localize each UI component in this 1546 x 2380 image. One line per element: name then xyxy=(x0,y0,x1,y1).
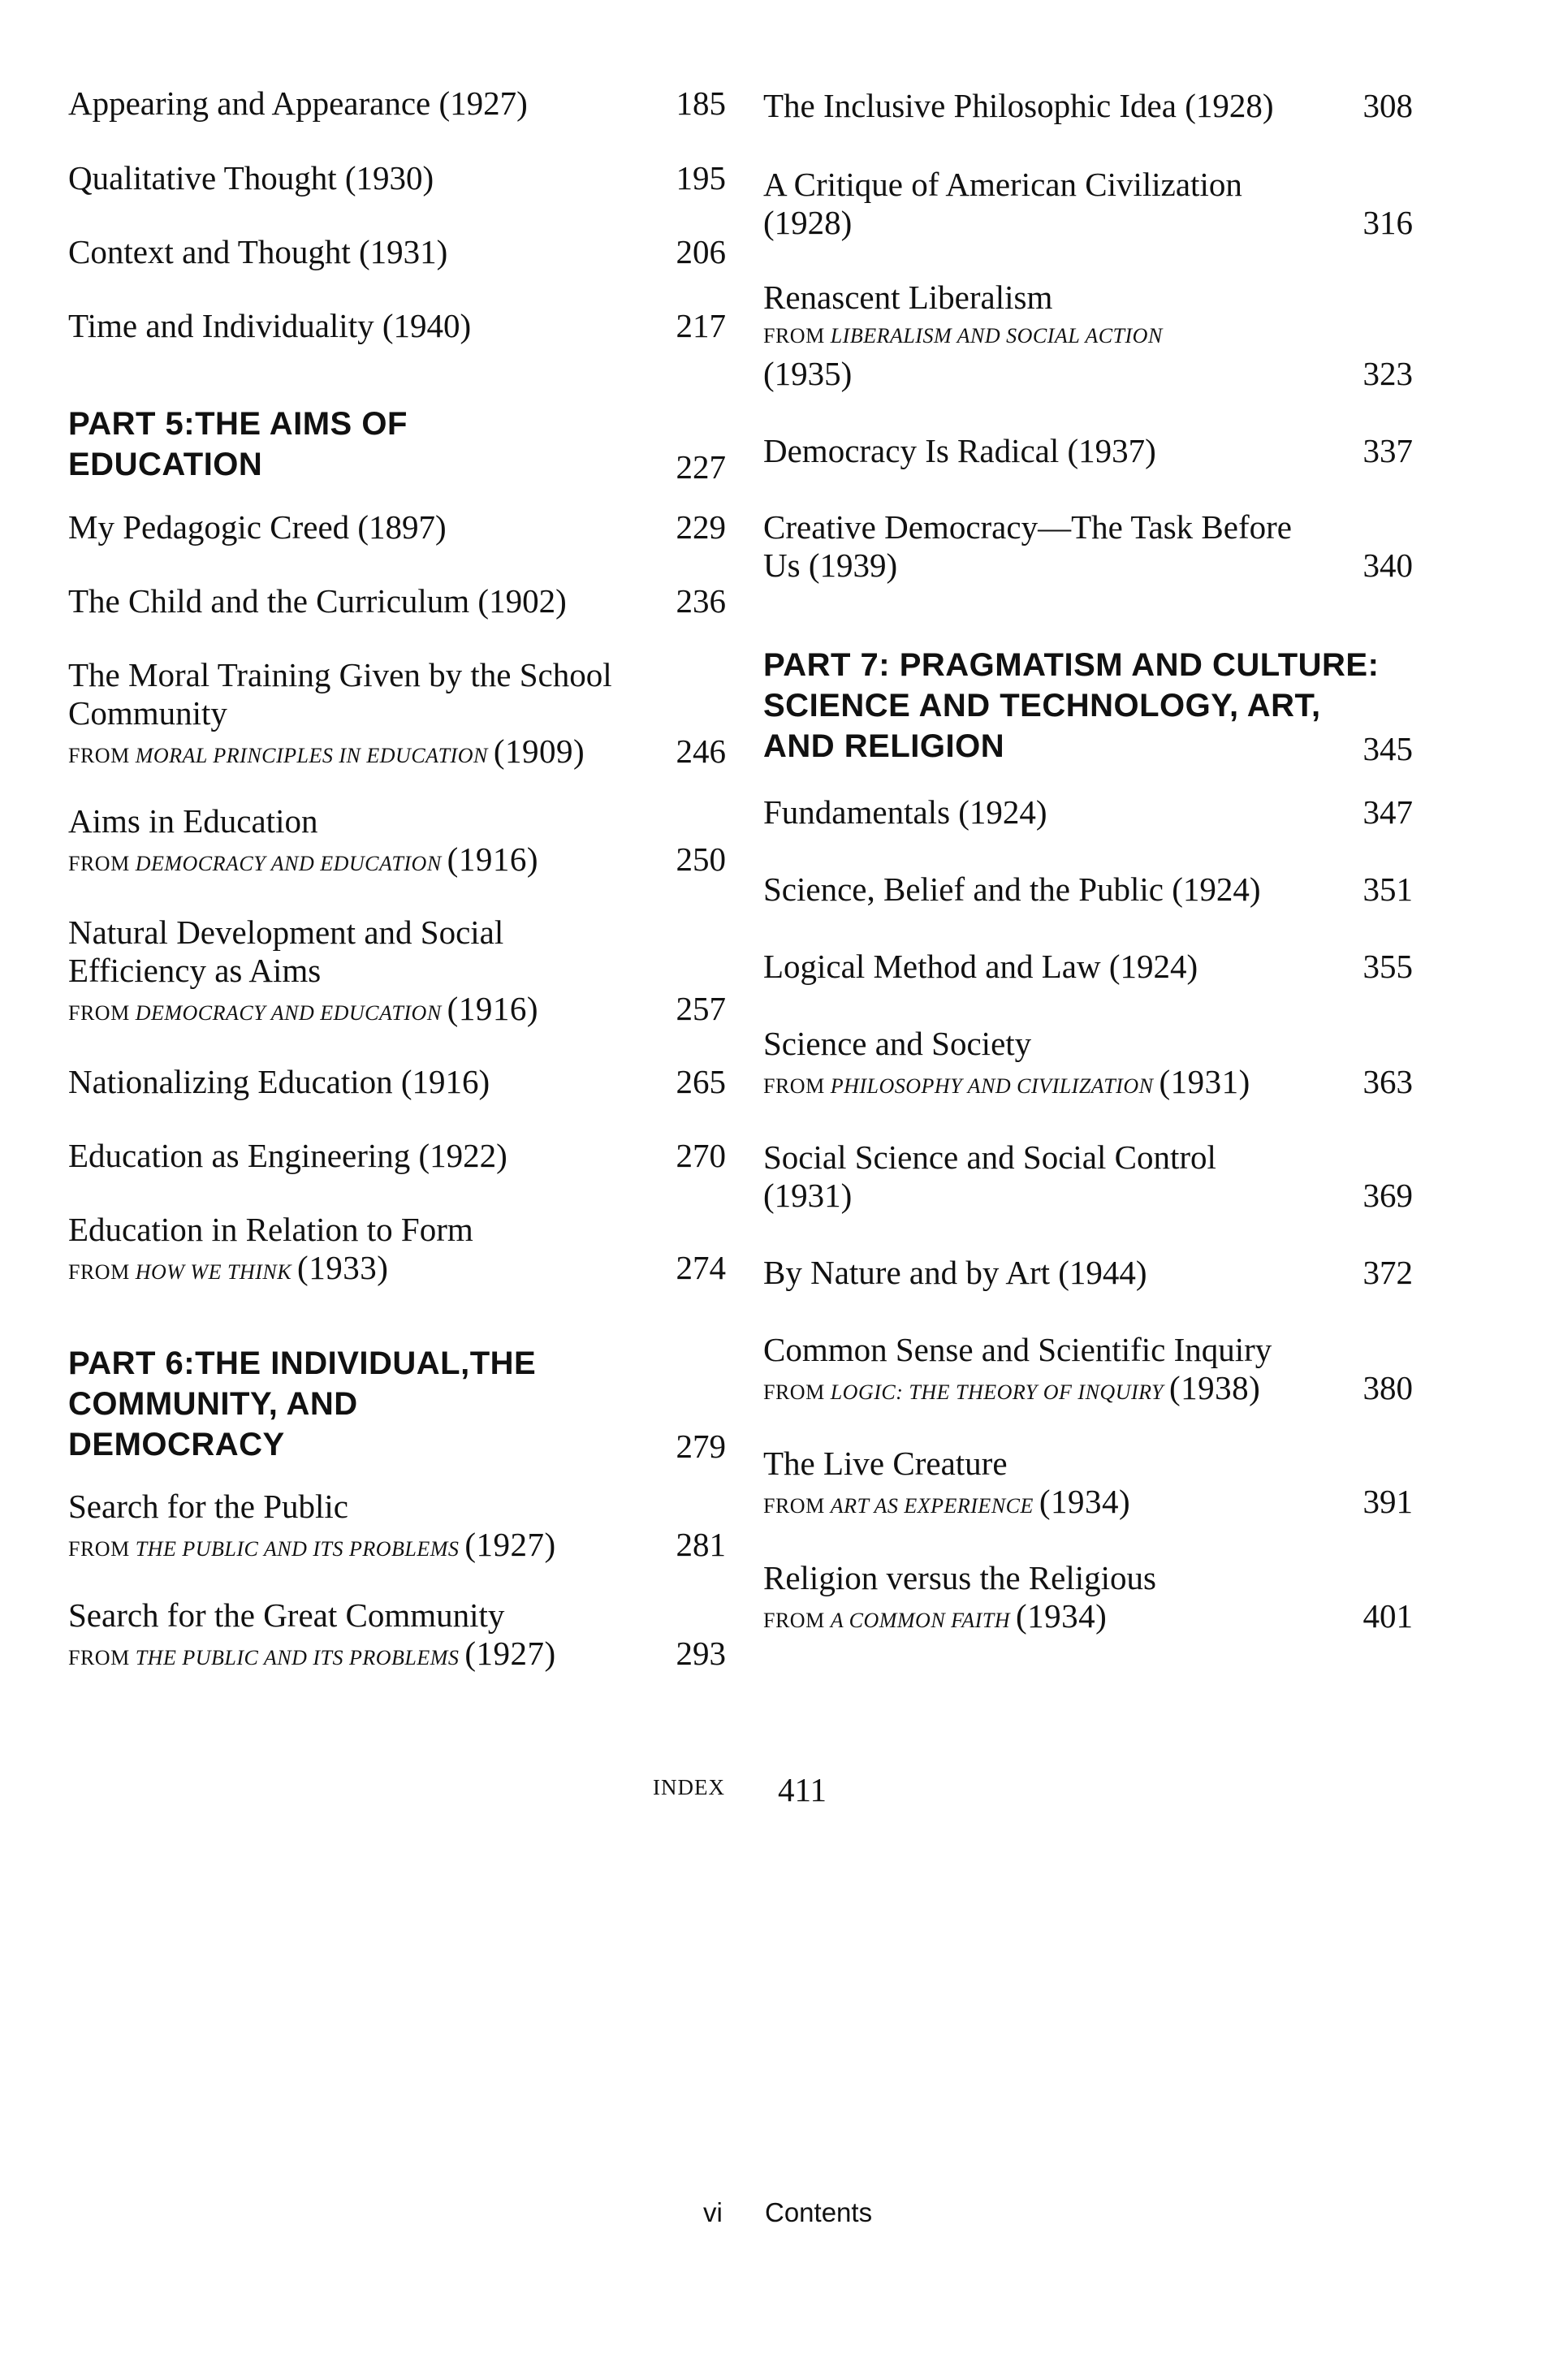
entry-title: Fundamentals (1924) xyxy=(763,793,1047,831)
source-year: (1927) xyxy=(464,1635,556,1672)
toc-entry[interactable] xyxy=(68,914,538,1032)
entry-page: 236 xyxy=(676,582,726,620)
from-label: FROM xyxy=(68,744,130,767)
toc-entry[interactable] xyxy=(763,1254,1147,1292)
from-label: FROM xyxy=(763,1074,825,1098)
entry-source xyxy=(68,990,538,1032)
entry-title: Logical Method and Law (1924) xyxy=(763,948,1198,985)
entry-title: (1928) xyxy=(763,204,853,241)
entry-page: 185 xyxy=(676,84,726,122)
part-heading-line: PART 7: PRAGMATISM AND CULTURE: xyxy=(763,647,1380,683)
page-number: vi xyxy=(703,2197,723,2227)
entry-page: 250 xyxy=(676,840,726,878)
source-year: (1916) xyxy=(447,840,538,878)
entry-page: 391 xyxy=(1362,1483,1413,1520)
entry-page: 351 xyxy=(1362,870,1413,908)
toc-entry[interactable] xyxy=(763,1138,1216,1215)
toc-entry[interactable] xyxy=(68,1137,507,1175)
source-year: (1938) xyxy=(1169,1369,1261,1406)
entry-title: Renascent Liberalism xyxy=(763,279,1053,316)
entry-page: 229 xyxy=(676,508,726,546)
entry-page: 340 xyxy=(1362,546,1413,584)
toc-entry[interactable] xyxy=(763,166,1242,242)
toc-entry[interactable] xyxy=(68,307,471,345)
entry-title: Us (1939) xyxy=(763,546,898,584)
entry-page: 323 xyxy=(1362,355,1413,392)
entry-page: 380 xyxy=(1362,1369,1413,1406)
entry-page: 265 xyxy=(676,1063,726,1100)
part-page: 279 xyxy=(676,1428,726,1465)
entry-title: Education in Relation to Form xyxy=(68,1211,473,1248)
source-work: PHILOSOPHY AND CIVILIZATION xyxy=(830,1074,1154,1098)
toc-entry[interactable] xyxy=(763,87,1274,125)
entry-page: 337 xyxy=(1362,432,1413,469)
toc-entry[interactable] xyxy=(68,233,447,271)
part-heading-line: AND RELIGION xyxy=(763,728,1005,764)
toc-entry[interactable] xyxy=(763,1445,1130,1525)
toc-entry[interactable] xyxy=(763,432,1156,470)
entry-title: Science and Society xyxy=(763,1025,1032,1062)
part-heading-line: SCIENCE AND TECHNOLOGY, ART, xyxy=(763,688,1321,724)
entry-title: Nationalizing Education (1916) xyxy=(68,1063,490,1100)
part-heading-line: DEMOCRACY xyxy=(68,1427,285,1462)
entry-page: 257 xyxy=(676,990,726,1027)
toc-entry[interactable] xyxy=(763,1559,1156,1639)
running-footer: Contents xyxy=(765,2197,873,2227)
part-heading-line: PART 5:THE AIMS OF xyxy=(68,406,408,442)
toc-entry[interactable] xyxy=(68,802,538,883)
from-label: FROM xyxy=(68,1001,130,1025)
entry-source xyxy=(763,1483,1130,1525)
source-work: LOGIC: THE THEORY OF INQUIRY xyxy=(830,1380,1164,1404)
entry-page: 355 xyxy=(1362,948,1413,985)
entry-title: Science, Belief and the Public (1924) xyxy=(763,870,1261,908)
entry-page: 195 xyxy=(676,159,726,197)
source-work: THE PUBLIC AND ITS PROBLEMS xyxy=(135,1646,460,1669)
part-heading-line: EDUCATION xyxy=(68,447,263,482)
toc-entry[interactable] xyxy=(68,582,567,620)
toc-entry[interactable] xyxy=(763,1331,1272,1411)
entry-page: 274 xyxy=(676,1249,726,1286)
source-work: ART AS EXPERIENCE xyxy=(830,1494,1034,1518)
from-label: FROM xyxy=(68,852,130,875)
entry-title: The Live Creature xyxy=(763,1445,1008,1482)
toc-entry[interactable] xyxy=(68,656,612,775)
entry-source xyxy=(68,1635,556,1677)
entry-title: By Nature and by Art (1944) xyxy=(763,1254,1147,1291)
toc-entry[interactable] xyxy=(763,870,1261,909)
entry-title: The Child and the Curriculum (1902) xyxy=(68,582,567,620)
toc-entry[interactable] xyxy=(68,84,528,123)
source-work: MORAL PRINCIPLES IN EDUCATION xyxy=(135,744,488,767)
from-label: FROM xyxy=(68,1260,130,1284)
toc-entry[interactable] xyxy=(68,1211,473,1291)
entry-title: Search for the Public xyxy=(68,1488,348,1525)
entry-year: (1935) xyxy=(763,355,853,392)
entry-title: A Critique of American Civilization xyxy=(763,166,1242,203)
toc-entry[interactable] xyxy=(68,508,447,546)
entry-source xyxy=(68,1249,473,1291)
part-page: 345 xyxy=(1362,730,1413,767)
source-work: THE PUBLIC AND ITS PROBLEMS xyxy=(135,1537,460,1561)
source-year: (1916) xyxy=(447,990,538,1027)
entry-title: (1931) xyxy=(763,1177,853,1214)
from-label: FROM xyxy=(763,1380,825,1404)
entry-page: 270 xyxy=(676,1137,726,1174)
toc-entry[interactable] xyxy=(763,1025,1250,1105)
source-year: (1927) xyxy=(464,1526,556,1563)
entry-page: 206 xyxy=(676,233,726,270)
source-work: DEMOCRACY AND EDUCATION xyxy=(135,852,442,875)
toc-entry[interactable] xyxy=(763,508,1292,585)
entry-title: Aims in Education xyxy=(68,802,318,840)
entry-title: Social Science and Social Control xyxy=(763,1138,1216,1176)
toc-entry[interactable] xyxy=(68,1488,556,1568)
entry-page: 347 xyxy=(1362,793,1413,831)
entry-source xyxy=(68,840,538,883)
right-column xyxy=(763,0,1413,1705)
source-work: A COMMON FAITH xyxy=(830,1609,1010,1632)
entry-title: Education as Engineering (1922) xyxy=(68,1137,507,1174)
toc-entry[interactable] xyxy=(68,1063,490,1101)
entry-page: 372 xyxy=(1362,1254,1413,1291)
source-work: HOW WE THINK xyxy=(135,1260,292,1284)
toc-entry[interactable] xyxy=(68,159,434,197)
from-label: FROM xyxy=(68,1537,130,1561)
source-year: (1933) xyxy=(297,1249,389,1286)
entry-title: Context and Thought (1931) xyxy=(68,233,448,270)
entry-page: 217 xyxy=(676,307,726,344)
entry-title: Time and Individuality (1940) xyxy=(68,307,472,344)
entry-title: The Moral Training Given by the School xyxy=(68,656,612,693)
entry-page: 308 xyxy=(1362,87,1413,124)
part-heading-line: PART 6:THE INDIVIDUAL,THE xyxy=(68,1345,537,1381)
entry-source xyxy=(763,1597,1156,1639)
entry-title: The Inclusive Philosophic Idea (1928) xyxy=(763,87,1274,124)
toc-entry[interactable] xyxy=(763,279,1163,393)
entry-title: Natural Development and Social xyxy=(68,914,504,951)
entry-page: 246 xyxy=(676,732,726,770)
entry-title: Democracy Is Radical (1937) xyxy=(763,432,1156,469)
entry-title: Appearing and Appearance (1927) xyxy=(68,84,528,122)
index-label[interactable]: INDEX xyxy=(653,1775,725,1799)
part-page: 227 xyxy=(676,448,726,486)
toc-entry[interactable] xyxy=(68,1596,556,1677)
part-heading-line: COMMUNITY, AND xyxy=(68,1386,358,1422)
entry-source xyxy=(68,1526,556,1568)
entry-source xyxy=(763,1063,1250,1105)
entry-title: Religion versus the Religious xyxy=(763,1559,1156,1596)
source-year: (1909) xyxy=(493,732,585,770)
entry-source xyxy=(763,317,1163,355)
entry-page: 363 xyxy=(1362,1063,1413,1100)
from-label: FROM xyxy=(763,1494,825,1518)
source-year: (1931) xyxy=(1159,1063,1250,1100)
from-label: FROM xyxy=(763,1609,825,1632)
entry-page: 293 xyxy=(676,1635,726,1672)
entry-page: 281 xyxy=(676,1526,726,1563)
part-heading[interactable] xyxy=(763,645,1379,767)
entry-page: 316 xyxy=(1362,204,1413,241)
entry-title: Creative Democracy—The Task Before xyxy=(763,508,1292,546)
entry-title: Common Sense and Scientific Inquiry xyxy=(763,1331,1272,1368)
entry-source xyxy=(68,732,612,775)
source-work: DEMOCRACY AND EDUCATION xyxy=(135,1001,442,1025)
from-label: FROM xyxy=(68,1646,130,1669)
part-heading[interactable] xyxy=(68,1343,536,1465)
entry-source xyxy=(763,1369,1272,1411)
source-year: (1934) xyxy=(1015,1597,1108,1635)
entry-page: 401 xyxy=(1362,1597,1413,1635)
from-label: FROM xyxy=(763,324,825,348)
entry-title: Efficiency as Aims xyxy=(68,952,322,989)
toc-entry[interactable] xyxy=(763,793,1047,831)
entry-title: Community xyxy=(68,694,227,732)
entry-title: Qualitative Thought (1930) xyxy=(68,159,434,197)
entry-page: 369 xyxy=(1362,1177,1413,1214)
source-work: LIBERALISM AND SOCIAL ACTION xyxy=(830,324,1163,348)
part-heading[interactable] xyxy=(68,404,408,485)
entry-title: Search for the Great Community xyxy=(68,1596,505,1634)
entry-title: My Pedagogic Creed (1897) xyxy=(68,508,447,546)
toc-entry[interactable] xyxy=(763,948,1198,986)
source-year: (1934) xyxy=(1039,1483,1131,1520)
left-column xyxy=(68,0,726,1705)
index-page: 411 xyxy=(778,1771,827,1808)
